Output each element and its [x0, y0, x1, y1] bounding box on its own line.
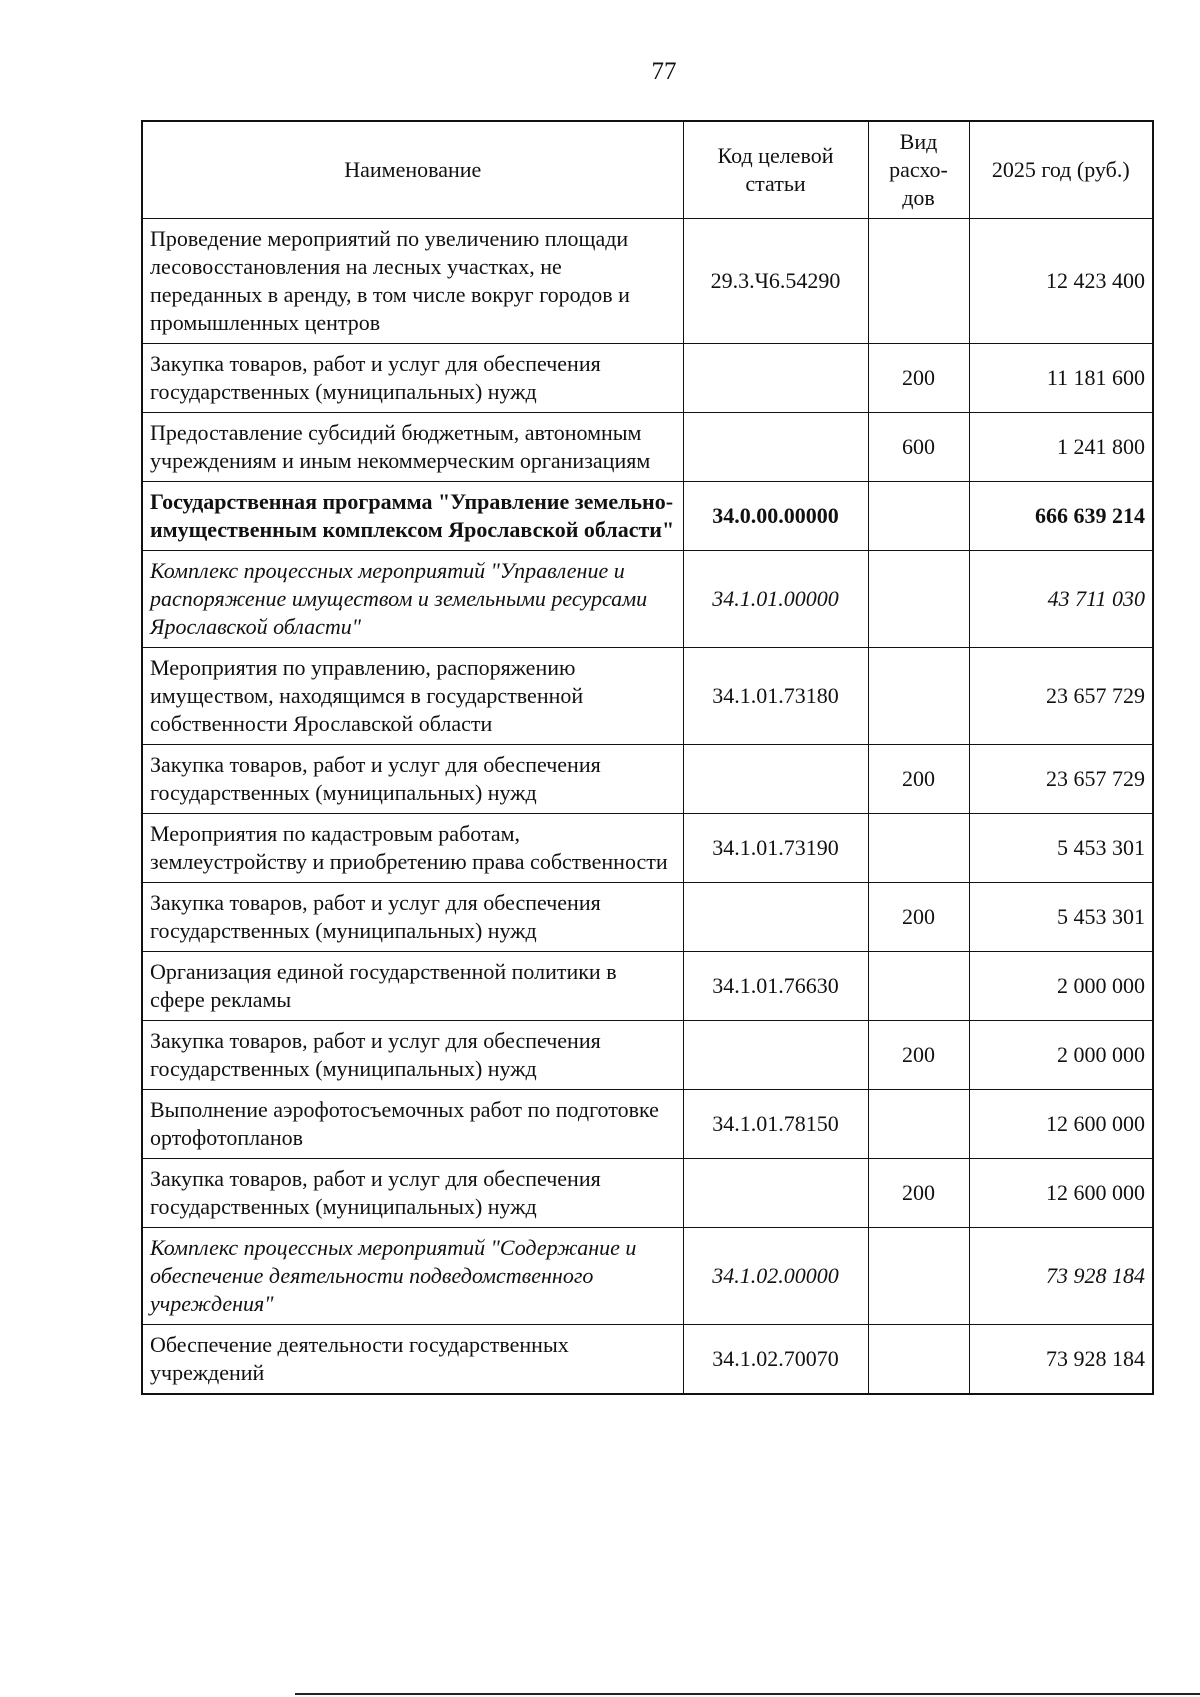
table-row: [142, 551, 1153, 648]
table-row: [142, 1228, 1153, 1325]
amount-cell: 73 928 184: [969, 1228, 1153, 1325]
code-cell: [683, 745, 868, 814]
amount-cell: 666 639 214: [969, 482, 1153, 551]
budget-table: [141, 120, 1154, 1395]
amount-cell: 1 241 800: [969, 413, 1153, 482]
name-cell: Предоставление субсидий бюджетным, автономным учреждениям и иным некоммерческим организациям: [142, 413, 683, 482]
page-number: 77: [651, 58, 677, 85]
amount-cell: 11 181 600: [969, 344, 1153, 413]
code-cell: [683, 344, 868, 413]
code-cell: 34.1.02.00000: [683, 1228, 868, 1325]
table-row: [142, 413, 1153, 482]
kind-cell: [868, 1325, 969, 1395]
name-cell: Обеспечение деятельности государственных учреждений: [142, 1325, 683, 1395]
name-cell: Закупка товаров, работ и услуг для обеспечения государственных (муниципальных) нужд: [142, 1159, 683, 1228]
code-cell: 34.1.01.78150: [683, 1090, 868, 1159]
code-cell: 34.1.01.00000: [683, 551, 868, 648]
name-cell: Комплекс процессных мероприятий "Управление и распоряжение имуществом и земельными ресурсами Ярославской области": [142, 551, 683, 648]
name-cell: Выполнение аэрофотосъемочных работ по подготовке ортофотопланов: [142, 1090, 683, 1159]
header-amount: 2025 год (руб.): [969, 121, 1153, 219]
code-cell: [683, 413, 868, 482]
table-row: [142, 814, 1153, 883]
amount-cell: 23 657 729: [969, 648, 1153, 745]
code-cell: 34.0.00.00000: [683, 482, 868, 551]
code-cell: [683, 883, 868, 952]
amount-cell: 12 423 400: [969, 219, 1153, 344]
kind-cell: [868, 952, 969, 1021]
name-cell: Государственная программа "Управление земельно-имущественным комплексом Ярославской области": [142, 482, 683, 551]
header-kind: Вид расхо-дов: [868, 121, 969, 219]
kind-cell: 200: [868, 883, 969, 952]
amount-cell: 2 000 000: [969, 952, 1153, 1021]
table-row: [142, 219, 1153, 344]
table-row: [142, 1325, 1153, 1395]
header-code: Код целевой статьи: [683, 121, 868, 219]
name-cell: Закупка товаров, работ и услуг для обеспечения государственных (муниципальных) нужд: [142, 745, 683, 814]
amount-cell: 12 600 000: [969, 1159, 1153, 1228]
table-row: [142, 1159, 1153, 1228]
name-cell: Комплекс процессных мероприятий "Содержание и обеспечение деятельности подведомственного учреждения": [142, 1228, 683, 1325]
kind-cell: 200: [868, 1159, 969, 1228]
kind-cell: [868, 1090, 969, 1159]
table-row: [142, 952, 1153, 1021]
code-cell: 34.1.01.76630: [683, 952, 868, 1021]
name-cell: Закупка товаров, работ и услуг для обеспечения государственных (муниципальных) нужд: [142, 883, 683, 952]
bottom-rule: [295, 1693, 1200, 1695]
amount-cell: 43 711 030: [969, 551, 1153, 648]
code-cell: [683, 1021, 868, 1090]
amount-cell: 23 657 729: [969, 745, 1153, 814]
kind-cell: 600: [868, 413, 969, 482]
kind-cell: [868, 482, 969, 551]
kind-cell: [868, 648, 969, 745]
amount-cell: 2 000 000: [969, 1021, 1153, 1090]
table-header: [142, 121, 1153, 219]
table-row: [142, 344, 1153, 413]
code-cell: 34.1.02.70070: [683, 1325, 868, 1395]
table-row: [142, 745, 1153, 814]
kind-cell: [868, 219, 969, 344]
kind-cell: [868, 1228, 969, 1325]
code-cell: [683, 1159, 868, 1228]
kind-cell: [868, 551, 969, 648]
table-row: [142, 1090, 1153, 1159]
table-row: [142, 648, 1153, 745]
table-body: [142, 219, 1153, 1395]
table-row: [142, 1021, 1153, 1090]
header-name: Наименование: [142, 121, 683, 219]
amount-cell: 12 600 000: [969, 1090, 1153, 1159]
code-cell: 29.3.Ч6.54290: [683, 219, 868, 344]
table-row: [142, 883, 1153, 952]
name-cell: Мероприятия по управлению, распоряжению имуществом, находящимся в государственной собственности Ярославской области: [142, 648, 683, 745]
kind-cell: 200: [868, 344, 969, 413]
name-cell: Проведение мероприятий по увеличению площади лесовосстановления на лесных участках, не переданных в аренду, в том числе вокруг городов и промышленных центров: [142, 219, 683, 344]
header-row: [142, 121, 1153, 219]
kind-cell: [868, 814, 969, 883]
name-cell: Закупка товаров, работ и услуг для обеспечения государственных (муниципальных) нужд: [142, 344, 683, 413]
kind-cell: 200: [868, 745, 969, 814]
amount-cell: 73 928 184: [969, 1325, 1153, 1395]
name-cell: Закупка товаров, работ и услуг для обеспечения государственных (муниципальных) нужд: [142, 1021, 683, 1090]
table-row: [142, 482, 1153, 551]
name-cell: Мероприятия по кадастровым работам, землеустройству и приобретению права собственности: [142, 814, 683, 883]
code-cell: 34.1.01.73190: [683, 814, 868, 883]
amount-cell: 5 453 301: [969, 883, 1153, 952]
amount-cell: 5 453 301: [969, 814, 1153, 883]
name-cell: Организация единой государственной политики в сфере рекламы: [142, 952, 683, 1021]
code-cell: 34.1.01.73180: [683, 648, 868, 745]
kind-cell: 200: [868, 1021, 969, 1090]
